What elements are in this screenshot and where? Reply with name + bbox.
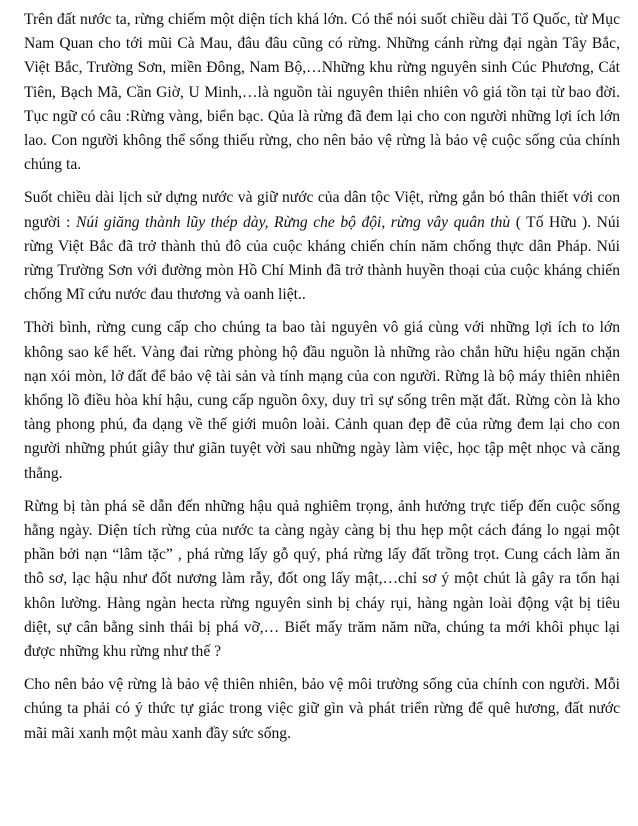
paragraph-intro: Trên đất nước ta, rừng chiếm một diện tích khá lớn. Có thể nói suốt chiều dài Tổ Quốc, từ Mục Nam Quan cho tới mũi Cà Mau, đâu đâu cũng có rừng. Những cánh rừng đại ngàn Tây Bắc, Việt Bắc, Trường Sơn, miền Đông, Nam Bộ,…Những khu rừng nguyên sinh Cúc Phương, Cát Tiên, Bạch Mã, Cần Giờ, U Minh,…là nguồn tài nguyên thiên nhiên vô giá tồn tại từ bao đời. Tục ngữ có câu :Rừng vàng, biển bạc. Qủa là rừng đã đem lại cho con người những lợi ích lớn lao. Con người không thể sống thiếu rừng, cho nên bảo vệ rừng là bảo vệ cuộc sống của chính chúng ta.: [24, 11, 620, 174]
paragraph-deforestation: Rừng bị tàn phá sẽ dẫn đến những hậu quả nghiêm trọng, ảnh hưởng trực tiếp đến cuộc sống hằng ngày. Diện tích rừng của nước ta càng ngày càng bị thu hẹp một cách đáng lo ngại một phần bởi nạn “lâm tặc” , phá rừng lấy gỗ quý, phá rừng lấy đất trồng trọt. Cung cách làm ăn thô sơ, lạc hậu như đốt nương làm rẫy, đốt ong lấy mật,…chỉ sơ ý một chút là gây ra tổn hại khôn lường. Hàng ngàn hecta rừng nguyên sinh bị cháy rụi, hàng ngàn loài động vật bị tiêu diệt, sự cân bằng sinh thái bị phá vỡ,… Biết mấy trăm năm nữa, chúng ta mới khôi phục lại được những khu rừng như thế ?: [24, 497, 620, 661]
paragraph-peacetime-benefits: Thời bình, rừng cung cấp cho chúng ta bao tài nguyên vô giá cùng với những lợi ích to lớn không sao kể hết. Vàng đai rừng phòng hộ đầu nguồn là những rào chắn hữu hiệu ngăn chặn nạn xói mòn, lở đất để bảo vệ tài sản và tính mạng của con người. Rừng là bộ máy thiên nhiên khổng lồ điều hòa khí hậu, cung cấp nguồn ôxy, duy trì sự sống trên mặt đất. Rừng còn là kho tàng phong phú, đa dạng về thế giới muôn loài. Cảnh quan đẹp đẽ của rừng đem lại cho con người những phút giây thư giãn tuyệt vời sau những ngày làm việc, học tập mệt nhọc và căng thẳng.: [24, 319, 620, 482]
paragraph-history-text-before: Suốt chiều dài lịch sử dựng nước và giữ nước của dân tộc Việt, rừng gắn bó thân thiết với con người :: [24, 189, 620, 231]
paragraph-conclusion: Cho nên bảo vệ rừng là bảo vệ thiên nhiên, bảo vệ môi trường sống của chính con người. Mỗi chúng ta phải có ý thức tự giác trong việc giữ gìn và phát triển rừng để quê hương, đất nước mãi mãi xanh một màu xanh đầy sức sống.: [24, 676, 620, 742]
paragraph-history: [24, 186, 620, 307]
paragraph-history-text-after: ( Tố Hữu ). Núi rừng Việt Bắc đã trở thành thủ đô của cuộc kháng chiến chín năm chống thực dân Pháp. Núi rừng Trường Sơn với đường mòn Hồ Chí Minh đã trở thành huyền thoại của cuộc kháng chiến chống Mĩ cứu nước đau thương và oanh liệt..: [24, 213, 621, 304]
poem-quote: Núi giăng thành lũy thép dày, Rừng che bộ đội, rừng vây quân thù: [75, 213, 511, 231]
